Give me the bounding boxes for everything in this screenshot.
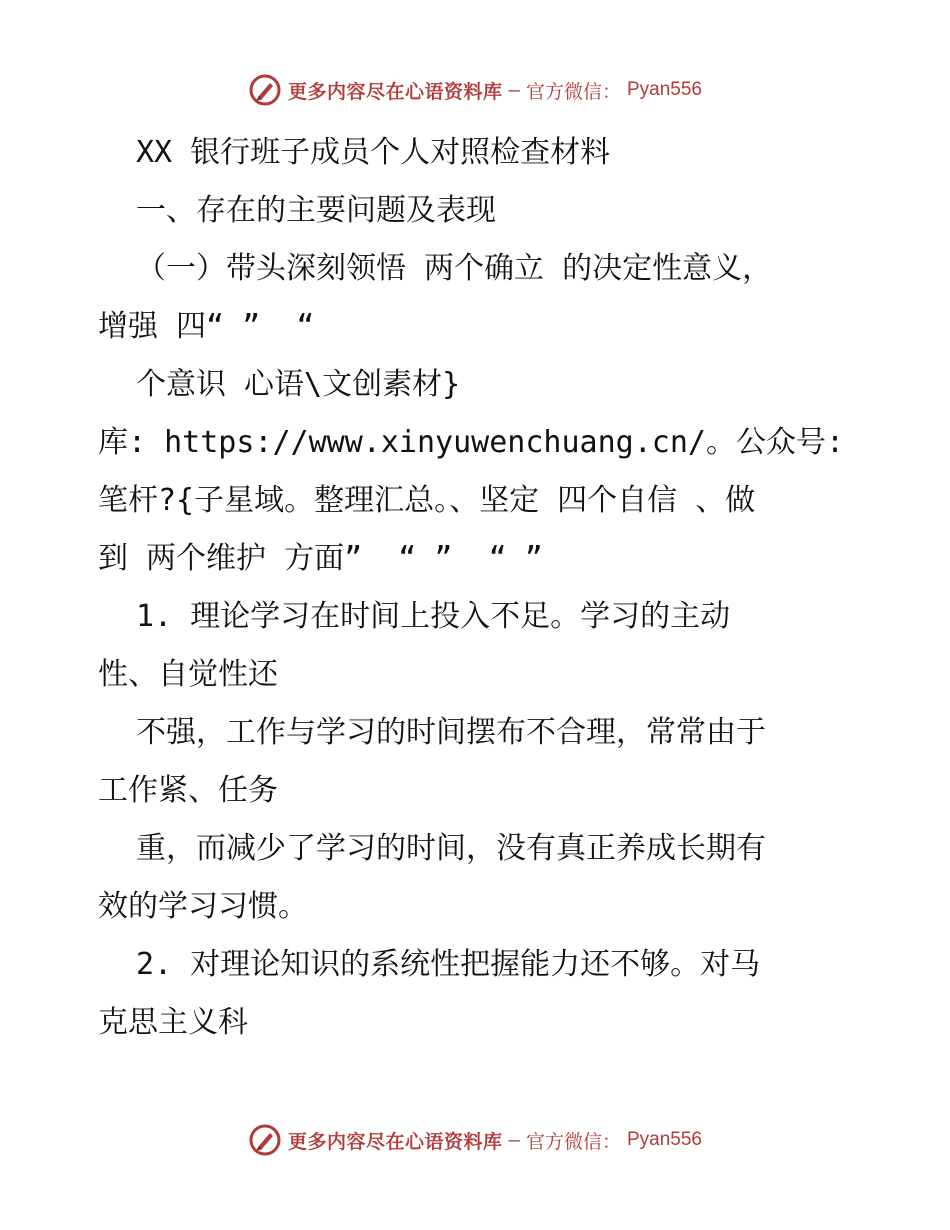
banner-separator: — [508,79,520,101]
header-watermark-banner [0,70,950,110]
banner-separator: — [508,1129,520,1151]
body-line: 增强 四“ ” “ [98,309,315,344]
body-line: 工作紧、任务 [98,773,278,808]
banner-slogan: 更多内容尽在心语资料库 [288,1130,503,1153]
body-line: 笔杆?{子星域。整理汇总。、坚定 四个自信 、做 [98,483,756,518]
footer-watermark-banner [0,1120,950,1160]
pen-logo-icon [248,1123,282,1157]
banner-slogan: 更多内容尽在心语资料库 [288,80,503,103]
document-title: XX 银行班子成员个人对照检查材料 [136,135,611,170]
numbered-item: 1. 理论学习在时间上投入不足。学习的主动 [136,599,731,634]
banner-wechat-label: 官方微信： [525,1130,621,1153]
body-line: 个意识 心语\文创素材} [136,367,461,402]
numbered-item: 2. 对理论知识的系统性把握能力还不够。对马 [136,947,761,982]
banner-wechat-id: Pyan556 [626,1129,702,1150]
section-heading: 一、存在的主要问题及表现 [136,193,496,228]
body-line: 性、自觉性还 [98,657,278,692]
body-line: 效的学习习惯。 [98,889,308,924]
subsection-heading: （一）带头深刻领悟 两个确立 的决定性意义， [136,251,773,286]
body-line: 克思主义科 [98,1005,248,1040]
body-line: 到 两个维护 方面” “ ” “ ” [98,541,543,576]
body-line: 库: https://www.xinyuwenchuang.cn/。公众号: [98,425,845,460]
banner-wechat-id: Pyan556 [626,79,702,100]
pen-logo-icon [248,73,282,107]
document-body [98,124,858,1052]
banner-wechat-label: 官方微信： [525,80,621,103]
body-line: 重，而减少了学习的时间，没有真正养成长期有 [136,831,766,866]
body-line: 不强，工作与学习的时间摆布不合理，常常由于 [136,715,766,750]
